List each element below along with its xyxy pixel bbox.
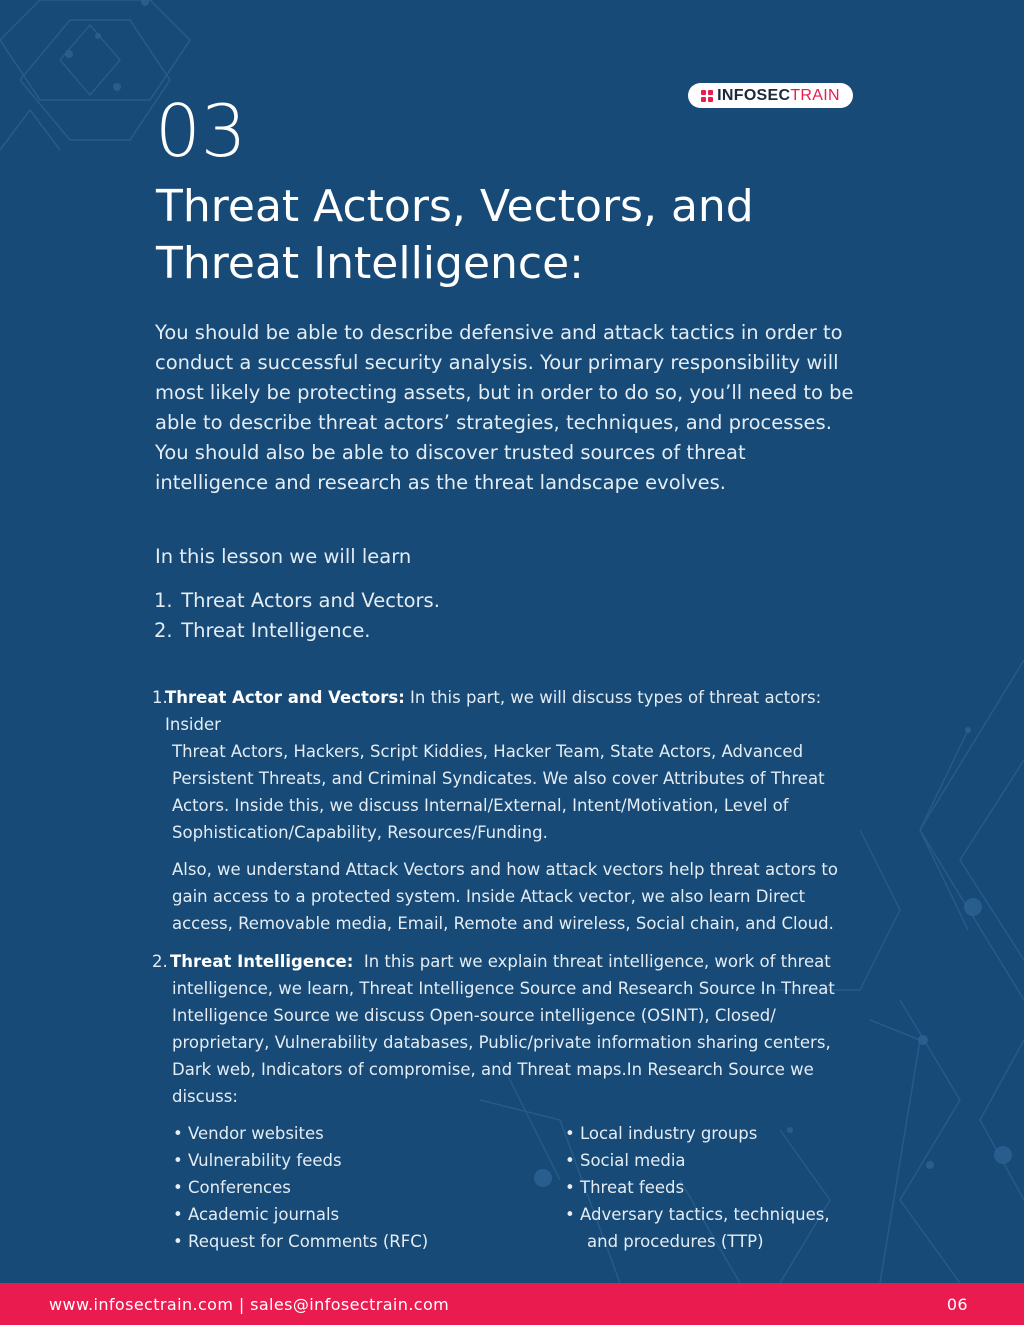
lesson-text: Threat Actors and Vectors. (181, 589, 440, 612)
attack-vectors-paragraph: Also, we understand Attack Vectors and how attack vectors help threat actors to gain access to a protected system. Inside Attack vector, we also learn Direct access, Removable media, Email, Remote and wireless, Social chain, and Cloud. (172, 860, 838, 933)
bullet-icon: • (173, 1151, 183, 1170)
section-first-line: In this part we explain threat intelligence, work of threat (353, 952, 831, 971)
section-lead-line (152, 948, 862, 975)
infosectrain-logo (688, 83, 853, 108)
list-item (173, 1147, 533, 1174)
list-item (565, 1147, 855, 1174)
research-source-list-right (565, 1120, 855, 1255)
list-item (565, 1201, 855, 1255)
research-source-list-left (173, 1120, 533, 1255)
bullet-icon: • (173, 1205, 183, 1224)
bullet-icon: • (173, 1232, 183, 1251)
list-item-text: Conferences (187, 1178, 291, 1197)
lesson-lead: In this lesson we will learn (155, 545, 412, 568)
page-number: 06 (946, 1294, 968, 1314)
logo-text-train: TRAIN (790, 86, 840, 104)
list-item (173, 1228, 533, 1255)
logo-text-infosec: INFOSEC (717, 86, 791, 104)
footer-bar (0, 1283, 1024, 1325)
list-item-text: Social media (579, 1151, 686, 1170)
section-heading: Threat Intelligence: (170, 952, 354, 971)
chapter-number: 03 (155, 89, 247, 173)
section-body: Threat Actors, Hackers, Script Kiddies, Hacker Team, State Actors, Advanced Persistent Threats, and Criminal Syndicates. We also cover Attributes of Threat Actors. Inside this, we discuss Internal/External, Intent/Motivation, Level of Sophistication/Capability, Resources/Funding. (172, 742, 825, 842)
section-threat-intelligence (152, 948, 862, 1110)
list-item (565, 1174, 855, 1201)
intro-paragraph: You should be able to describe defensive and attack tactics in order to conduct a successful security analysis. Your primary responsibility will most likely be protecting assets, but in order to do so, you’ll need to be able to describe threat actors’ strategies, techniques, and processes. You should also be able to discover trusted sources of threat intelligence and research as the threat landscape evolves. (155, 321, 854, 494)
bullet-icon: • (565, 1205, 575, 1224)
list-item (173, 1120, 533, 1147)
list-item (173, 1201, 533, 1228)
bullet-icon: • (565, 1151, 575, 1170)
section-heading: Threat Actor and Vectors: (165, 688, 405, 707)
lesson-text: Threat Intelligence. (181, 619, 371, 642)
bullet-icon: • (565, 1178, 575, 1197)
bullet-icon: • (173, 1178, 183, 1197)
chapter-title-line1: Threat Actors, Vectors, and (156, 181, 754, 232)
list-item-text: Adversary tactics, techniques, (579, 1205, 830, 1224)
chapter-title-line2: Threat Intelligence: (156, 238, 584, 289)
section-first-line: In this part, we will discuss types of threat actors: Insider (165, 688, 822, 734)
list-item-text: Request for Comments (RFC) (187, 1232, 429, 1251)
list-item-text: Threat feeds (579, 1178, 685, 1197)
list-item (565, 1120, 855, 1147)
lesson-item (154, 586, 440, 616)
lesson-item (154, 616, 440, 646)
section-lead-line (152, 684, 862, 738)
section-body: intelligence, we learn, Threat Intelligence Source and Research Source In Threat Intelligence Source we discuss Open-source intelligence (OSINT), Closed/ proprietary, Vulnerability databases, Public/private information sharing centers, Dark web, Indicators of compromise, and Threat maps.In Research Source we discuss: (172, 979, 835, 1106)
footer-contact[interactable]: www.infosectrain.com | sales@infosectrain.com (49, 1294, 450, 1314)
section-threat-actor-vectors (152, 684, 862, 937)
list-item-text: Academic journals (187, 1205, 340, 1224)
section-number: 2. (152, 952, 168, 971)
bullet-icon: • (565, 1124, 575, 1143)
list-item-text-continued: and procedures (TTP) (587, 1232, 764, 1251)
lesson-list (154, 586, 440, 646)
section-number: 1. (152, 688, 168, 707)
bullet-icon: • (173, 1124, 183, 1143)
logo-mark-icon (701, 90, 713, 102)
list-item (173, 1174, 533, 1201)
lesson-number: 2. (154, 619, 173, 642)
list-item-text: Vendor websites (187, 1124, 324, 1143)
list-item-text: Local industry groups (579, 1124, 758, 1143)
list-item-text: Vulnerability feeds (187, 1151, 342, 1170)
chapter-title (156, 178, 856, 292)
lesson-number: 1. (154, 589, 173, 612)
